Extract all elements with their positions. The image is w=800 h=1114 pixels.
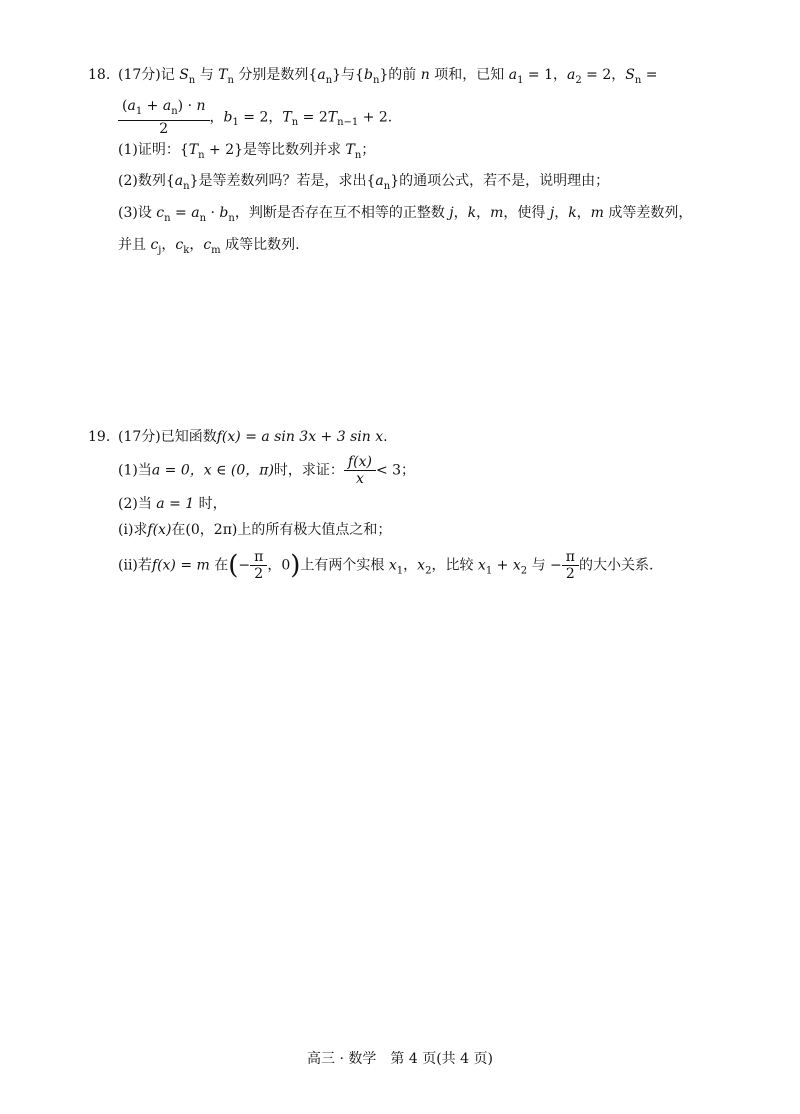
p18-text: 分别是数列{: [238, 67, 318, 83]
p18-part-1: (1)证明：$\{T_n + 2\}$是等比数列并求 $T_n$；: [118, 141, 376, 161]
p18-line-2: $\frac{(a_1 + a_n) \cdot n}{2}$ ，$b_1 = 2$，$T_n = 2T_{n-1} + 2$.: [88, 98, 728, 137]
p19-text: 若: [137, 557, 152, 574]
p19-ratio-fraction: $\frac{f(x)}{x}$: [344, 454, 376, 487]
p19-text: < 3；: [375, 462, 416, 479]
p19-text: +: [496, 557, 509, 574]
p18-text: }与{: [332, 67, 364, 83]
p18-text: = 1，: [527, 67, 567, 83]
p19-text: 时，: [198, 496, 227, 512]
p19-function: f(x) = a sin 3x + 3 sin x: [216, 429, 384, 445]
p18-text: ，: [209, 109, 224, 126]
p18-points: (17分): [118, 67, 161, 83]
p19-sub2-label: (ii): [118, 557, 138, 574]
p18-text: }的通项公式，若不是，说明理由；: [390, 173, 610, 190]
p18-text: ，使得: [503, 205, 546, 222]
p19-sub-i: [88, 517, 728, 543]
p19-text: 已知函数: [160, 429, 217, 445]
p18-text: + 2.: [362, 109, 393, 126]
p18-text: }的前: [379, 67, 417, 83]
p18-text: 数列{: [137, 173, 175, 190]
p19-part-1: [88, 454, 728, 487]
problem-18: [88, 62, 728, 264]
left-paren: (: [228, 550, 239, 581]
p19-pi-half-fraction-2: $\frac{\pi}{2}$: [562, 549, 579, 582]
p18-text: 设: [137, 205, 152, 222]
p19-part-2: [88, 491, 728, 517]
right-paren: ): [290, 550, 301, 581]
p18-part-3: (3)设 $c_n = a_n \cdot b_n$，判断是否存在互不相等的正整数 j，k，m，使得 j，k，m 成等差数列，: [118, 205, 693, 224]
p18-text: 与: [199, 67, 214, 83]
p18-line-1: 18. (17分)记 $S_n$ 与 $T_n$ 分别是数列$\{a_n\}$与$\{b_n\}$的前 n 项和，已知 $a_1 = 1$，$a_2 = 2$，$S_n$ =: [88, 62, 728, 94]
p18-part2-label: (2): [118, 173, 138, 190]
p19-text: ，0: [267, 557, 291, 574]
page-footer: 高三 · 数学 第 4 页(共 4 页): [307, 1051, 493, 1067]
p18-text: ，: [554, 205, 569, 222]
p19-text: 的大小关系.: [578, 557, 654, 574]
p19-text: 在(0，2π)上的所有极大值点之和；: [171, 522, 392, 538]
p18-number: 18.: [88, 67, 111, 83]
p18-text: ·: [210, 205, 215, 222]
p19-text: 求: [133, 522, 148, 538]
p19-text: 与 −: [531, 557, 562, 574]
p19-part1-label: (1): [118, 462, 138, 479]
p19-part2-label: (2): [118, 496, 138, 512]
p18-text: 证明：{: [137, 141, 189, 158]
p19-text: 在: [214, 557, 229, 574]
p19-pi-half-fraction: $\frac{\pi}{2}$: [250, 549, 267, 582]
p19-sub1-label: (i): [118, 522, 134, 538]
p18-text: ；: [361, 141, 376, 158]
p19-points: (17分): [118, 429, 161, 445]
p18-text: 项和，已知: [434, 67, 505, 83]
p18-text: =: [175, 205, 187, 222]
p19-number: 19.: [88, 429, 111, 445]
p18-text: 成等比数列.: [225, 236, 300, 253]
p18-text: = 2，: [586, 67, 626, 83]
p18-text: ，: [576, 205, 591, 222]
p19-text: 上有两个实根: [300, 557, 385, 574]
p19-condition: a = 1: [156, 496, 195, 512]
p19-line-1: [88, 424, 728, 450]
p19-text: ，比较: [431, 557, 474, 574]
p18-text: ，: [161, 236, 176, 253]
p18-text: 记: [160, 67, 175, 83]
p18-text: = 2: [302, 109, 328, 126]
p18-part1-label: (1): [118, 141, 138, 158]
p18-text: }是等差数列吗？若是，求出{: [189, 173, 376, 190]
p19-text: 时，求证：: [273, 462, 344, 479]
p18-sn-fraction: $\frac{(a_1 + a_n) \cdot n}{2}$: [118, 98, 210, 137]
p18-part-2: (2)数列$\{a_n\}$是等差数列吗？若是，求出$\{a_n\}$的通项公式，若不是，说明理由；: [118, 173, 610, 193]
p18-text: ，判断是否存在互不相等的正整数: [234, 205, 445, 222]
p19-equation: f(x) = m: [151, 557, 210, 574]
p19-condition: a = 0，x ∈ (0，π): [151, 462, 274, 479]
p19-function: f(x): [147, 522, 172, 538]
p18-part-3-cont: 并且 $c_j$，$c_k$，$c_m$ 成等比数列.: [118, 236, 300, 256]
p19-text: −: [238, 557, 251, 574]
p19-text: ，: [403, 557, 418, 574]
p18-part3-label: (3): [118, 205, 138, 222]
p19-text: 当: [137, 496, 152, 512]
p18-text: 成等差数列，: [608, 205, 693, 222]
p18-text: ，: [453, 205, 468, 222]
p19-sub-ii: (ii)若f(x) = m 在(− $\frac{\pi}{2}$ ，0)上有两个实根 $x_1$，$x_2$，比较 $x_1 + x_2$ 与 − $\frac{\pi}{2}$ 的大小关系.: [118, 549, 654, 582]
p18-text: + 2}是等比数列并求: [209, 141, 342, 158]
p18-text: 并且: [118, 236, 146, 253]
p19-text: 当: [137, 462, 152, 479]
p18-text: = 2，: [243, 109, 283, 126]
problem-19: [88, 424, 728, 584]
p18-text: =: [645, 67, 658, 83]
p18-text: ，: [189, 236, 204, 253]
p19-text: .: [383, 429, 388, 445]
p18-text: ，: [476, 205, 491, 222]
